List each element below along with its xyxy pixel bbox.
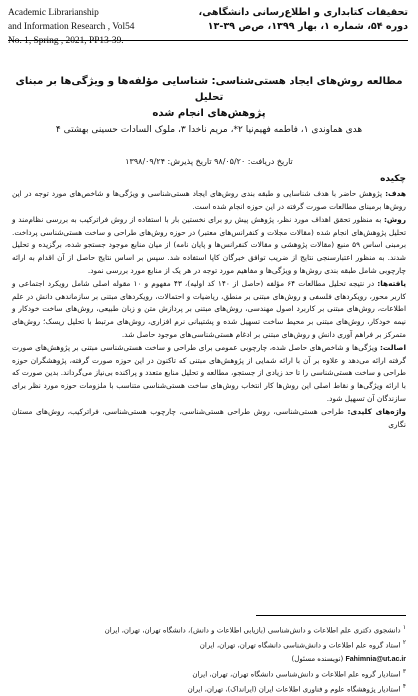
footnote-divider <box>256 615 406 616</box>
keywords-text: طراحی هستی‌شناسی، روش طراحی هستی‌شناسی، چارچوب هستی‌شناسی، فراترکیب، روش‌های مستان نگاری <box>12 407 406 429</box>
aim-text: پژوهش حاضر با هدف شناسایی و طبقه بندی روش‌های ایجاد هستی‌شناسی و ویژگی‌ها و شاخص‌های مورد توجه در این روش‌ها برمبنای مطالعات صورت گرفته در این حوزه انجام شده است. <box>12 189 406 211</box>
method-text: به منظور تحقق اهداف مورد نظر، پژوهش پیش رو برای نخستین بار با استفاده از روش فراترکیب به بررسی نظام‌مند و تحلیل پژوهش‌های انجام شده (مقالات مجلات و کنفرانس‌های معتبر) در حوزه روش‌های طراحی و ساخت هستی‌شناسی پرداخت. برمبنی اساس ۵۹ منبع (مقالات پژوهشی و مقالات کنفرانس‌ها و پایان نامه) از میان منابع موجود جستجو شده، برگزیده و تحلیل شدند. به منظور اعتبارسنجی نتایج از ضریب توافق خبرگان کاپا استفاده شد. سپس بر اساس نتایج حاصل از آن اقدام به ارائه چارچوبی شامل طبقه بندی روش‌ها و ویژگی‌ها و مفاهیم مورد توجه در هر یک از منابع مورد بررسی نمود. <box>12 215 406 275</box>
method-label: روش: <box>383 215 406 225</box>
journal-name-fa: تحقیقات کتابداری و اطلاع‌رسانی دانشگاهی، <box>198 7 408 18</box>
originality-text: ویژگی‌ها و شاخص‌های حاصل شده، چارچوبی عمومی برای طراحی و ساخت هستی‌شناسی مبتنی بر پژوهش‌های صورت گرفته ارائه می‌دهد و علاوه بر آن با ارائه شمایی از پژوهش‌های مبتنی که تاکنون در این حوزه صورت گرفته، پژوهشگران حوزه طراحی و ساخت هستی‌شناسی را تا حد زیادی از جستجو، مطالعه و تحلیل منابع متعدد و پراکنده بی‌نیاز می‌گرداند. بدین صورت که با ارائه ویژگی‌ها و نقاط اصلی این روش‌ها کار انتخاب روش‌های ساخت هستی‌شناسی متناسب با ملزومات حوزه مورد نظر برای سازندگان آن تسهیل شود. <box>12 343 406 403</box>
aim-label: هدف: <box>385 189 406 198</box>
abstract-heading: چکیده <box>380 174 406 184</box>
journal-header-persian <box>173 6 408 34</box>
title-line-2: پژوهش‌های انجام شده <box>152 108 266 119</box>
abstract-keywords <box>12 406 406 431</box>
footnote-3: $^۳$ استادیار گروه علم اطلاعات و دانش‌شناسی دانشگاه تهران، تهران، ایران <box>192 668 406 678</box>
abstract-body <box>12 188 406 432</box>
keywords-label: واژه‌های کلیدی: <box>347 407 406 417</box>
header-divider <box>8 40 408 41</box>
corresponding-email[interactable]: Fahimnia@ut.ac.ir <box>345 655 406 663</box>
journal-name-en: Academic Librarianship <box>8 8 99 18</box>
abstract-method <box>12 214 406 277</box>
journal-volume-fa: دوره ۵۴، شماره ۱، بهار ۱۳۹۹، ص‌ص ۳۹-۱۳ <box>207 21 408 32</box>
article-title <box>14 74 404 122</box>
footnote-4: $^۴$ استادیار پژوهشگاه علوم و فناوری اطلاعات ایران (ایرانداک)، تهران، ایران <box>187 683 406 694</box>
title-line-1: مطالعه روش‌های ایجاد هستی‌شناسی: شناسایی مؤلفه‌ها و ویژگی‌ها بر مبنای تحلیل <box>15 76 403 103</box>
journal-issue-en: No. 1, Spring , 2021, PP13-39. <box>8 36 124 46</box>
originality-label: اصالت: <box>379 343 406 353</box>
findings-label: یافته‌ها: <box>377 279 406 289</box>
footnotes <box>12 622 406 696</box>
findings-text: در نتیجه تحلیل مطالعات ۶۴ مؤلفه (حاصل از ۱۴۰ کد اولیه)، ۴۳ مفهوم و ۱۰ مقوله اصلی شامل رویکرد اجتماعی و کاربر محور، رویکردهای فلسفی و روش‌های مبتنی بر منطق، ریاضیات و احتمالات، رویکردهای مبتنی بر سازماندهی دانش در علم اطلاعات، روش‌های مبتنی بر کاربرد اصول مهندسی، روش‌های مبتنی بر پردازش متن و زبان طبیعی، روش‌های ساخت خودکار و نیمه خودکار، روش‌های مبتنی بر محیط ساخت تسهیل شده و پشتیبانی نرم افزاری، روش‌های مرتبط با تحلیل ریسک؛ روش‌های متمرکز بر فراهم آوری دانش و روش‌های مبتنی بر ادغام هستی‌شناسی‌های موجود حاصل شد. <box>12 279 406 339</box>
footnote-2: $^۲$ استاد گروه علم اطلاعات و دانش‌شناسی دانشگاه تهران، تهران، ایران <box>199 640 406 650</box>
author-list: هدی هماوندی ۱، فاطمه فهیم‌نیا ۲*، مریم ناخدا ۳، ملوک السادات حسینی بهشتی ۴ <box>55 125 363 135</box>
journal-header-english <box>8 6 183 48</box>
received-accepted-dates: تاریخ دریافت: ۹۸/۰۵/۲۰ تاریخ پذیرش: ۱۳۹۸/۰۹/۲۴ <box>125 157 293 166</box>
journal-volume-en: and Information Research , Vol54 <box>8 22 135 32</box>
abstract-findings <box>12 278 406 341</box>
abstract-aim <box>12 188 406 213</box>
footnote-2-email-line: Fahimnia@ut.ac.ir (نویسنده مسئول) <box>291 654 406 663</box>
footnote-1: $^۱$ دانشجوی دکتری علم اطلاعات و دانش‌شناسی (بازیابی اطلاعات و دانش)، دانشگاه تهران، تهران، ایران <box>104 625 406 635</box>
abstract-originality <box>12 342 406 405</box>
